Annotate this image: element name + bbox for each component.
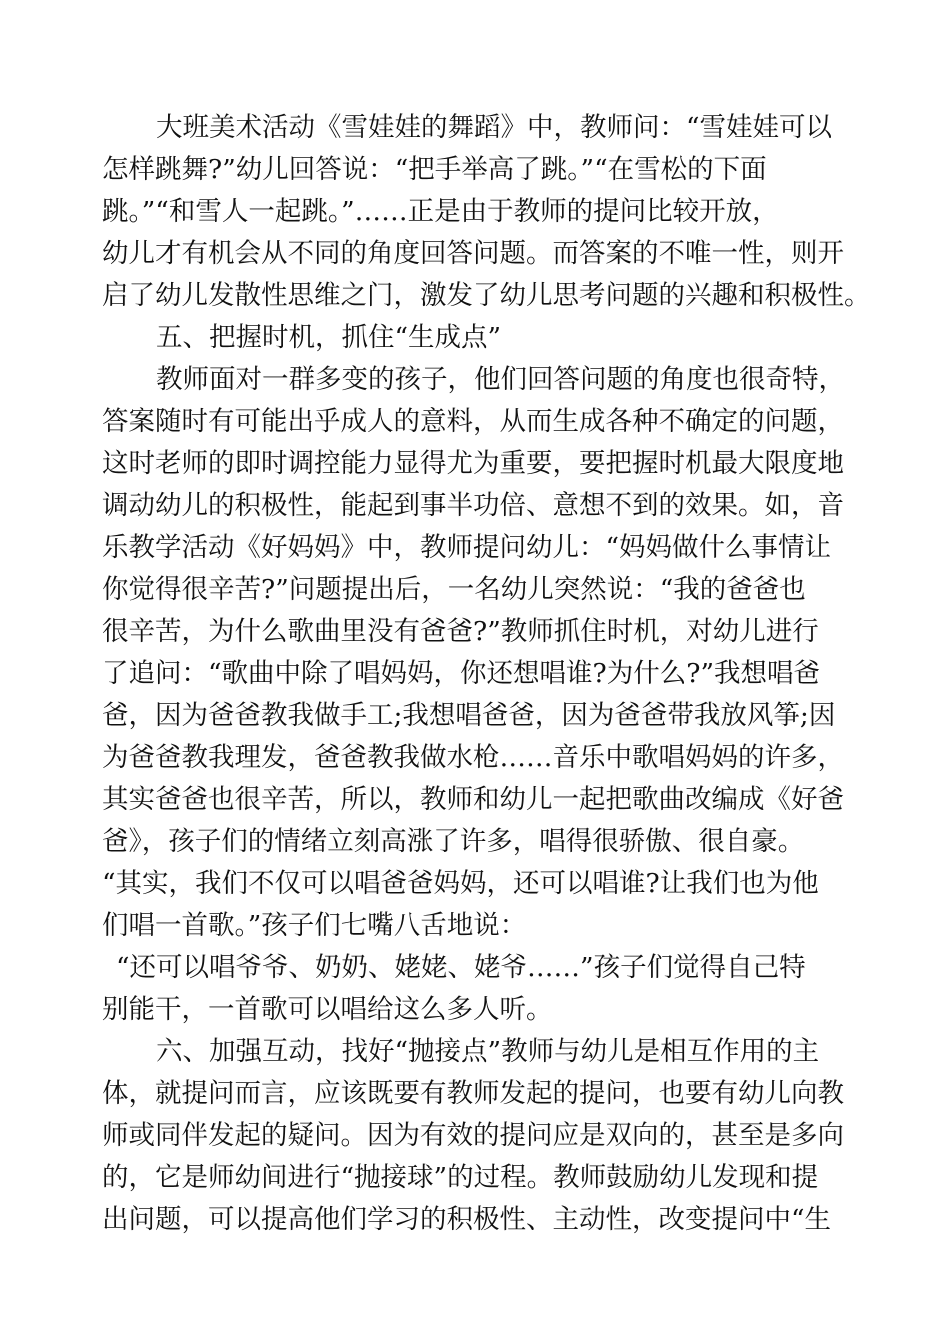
text-line: 其实爸爸也很辛苦，所以，教师和幼儿一起把歌曲改编成《好爸: [102, 784, 844, 815]
text-line: 们唱一首歌。”孩子们七嘴八舌地说：: [102, 910, 527, 941]
text-line: 怎样跳舞?”幼儿回答说：“把手举高了跳。”“在雪松的下面: [102, 154, 767, 185]
text-line: 答案随时有可能出乎成人的意料，从而生成各种不确定的问题，: [102, 406, 844, 437]
text-line: 别能干，一首歌可以唱给这么多人听。: [102, 994, 553, 1025]
text-line: “还可以唱爷爷、奶奶、姥姥、姥爷……”孩子们觉得自己特: [116, 952, 806, 983]
text-line: 大班美术活动《雪娃娃的舞蹈》中，教师问：“雪娃娃可以: [156, 112, 833, 143]
text-line: 了追问：“歌曲中除了唱妈妈，你还想唱谁?为什么?”我想唱爸: [102, 658, 821, 689]
text-line: 体，就提问而言，应该既要有教师发起的提问，也要有幼儿向教: [102, 1078, 844, 1109]
text-line: 师或同伴发起的疑问。因为有效的提问应是双向的，甚至是多向: [102, 1120, 844, 1151]
text-line: 爸》，孩子们的情绪立刻高涨了许多，唱得很骄傲、很自豪。: [102, 826, 805, 857]
text-line: 的，它是师幼间进行“抛接球”的过程。教师鼓励幼儿发现和提: [102, 1162, 819, 1193]
text-line: 爸，因为爸爸教我做手工;我想唱爸爸，因为爸爸带我放风筝;因: [102, 700, 836, 731]
text-line: 幼儿才有机会从不同的角度回答问题。而答案的不唯一性，则开: [102, 238, 844, 269]
section-heading: 六、加强互动，找好“抛接点”教师与幼儿是相互作用的主: [156, 1036, 820, 1067]
text-line: 跳。”“和雪人一起跳。”……正是由于教师的提问比较开放，: [102, 196, 779, 227]
text-line: 教师面对一群多变的孩子，他们回答问题的角度也很奇特，: [156, 364, 845, 395]
text-line: 很辛苦，为什么歌曲里没有爸爸?”教师抓住时机，对幼儿进行: [102, 616, 819, 647]
text-line: 启了幼儿发散性思维之门，激发了幼儿思考问题的兴趣和积极性。: [102, 280, 871, 311]
text-line: 调动幼儿的积极性，能起到事半功倍、意想不到的效果。如，音: [102, 490, 844, 521]
text-line: 这时老师的即时调控能力显得尤为重要，要把握时机最大限度地: [102, 448, 844, 479]
text-line: “其实，我们不仅可以唱爸爸妈妈，还可以唱谁?让我们也为他: [102, 868, 819, 899]
text-line: 乐教学活动《好妈妈》中，教师提问幼儿：“妈妈做什么事情让: [102, 532, 832, 563]
text-line: 为爸爸教我理发，爸爸教我做水枪……音乐中歌唱妈妈的许多，: [102, 742, 844, 773]
text-line: 你觉得很辛苦?”问题提出后，一名幼儿突然说：“我的爸爸也: [102, 574, 806, 605]
text-line: 出问题，可以提高他们学习的积极性、主动性，改变提问中“生: [102, 1204, 832, 1235]
section-heading: 五、把握时机，抓住“生成点”: [156, 322, 502, 353]
